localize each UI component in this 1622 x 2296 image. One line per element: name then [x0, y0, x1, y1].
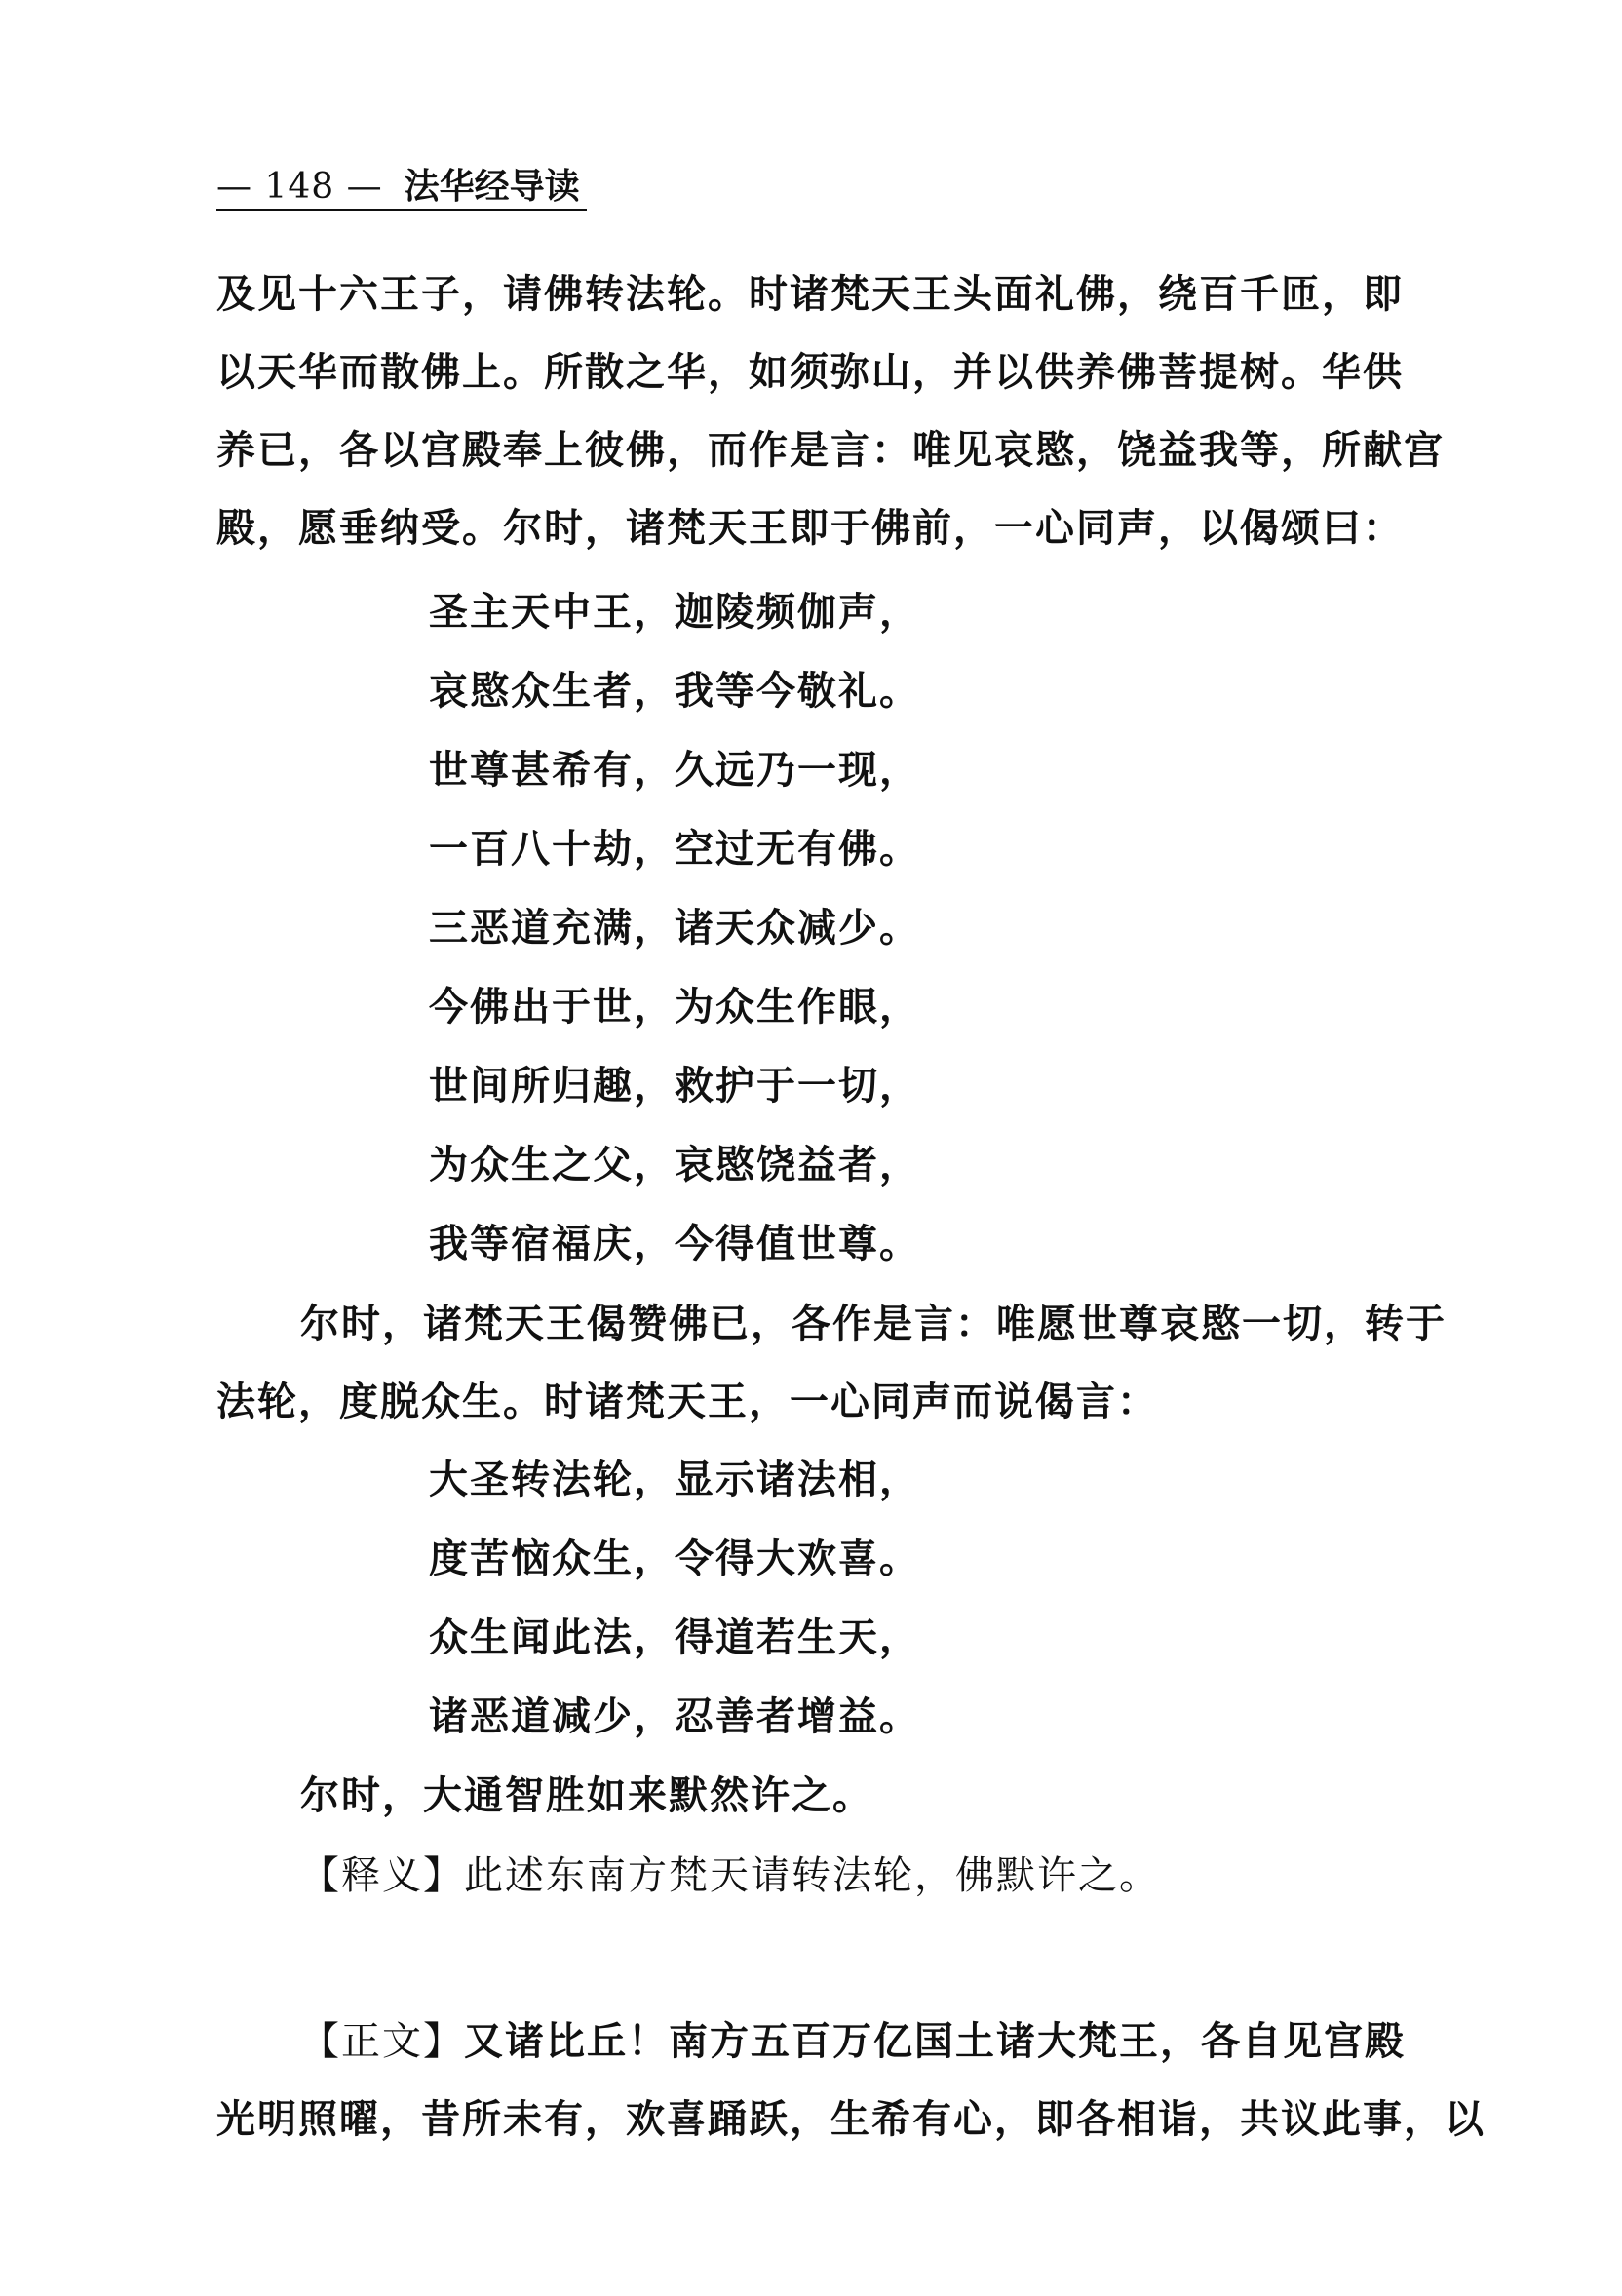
text-line: 及见十六王子，请佛转法轮。时诸梵天王头面礼佛，绕百千匝，即 [216, 272, 1404, 317]
text-line: 尔时，大通智胜如来默然许之。 [300, 1773, 873, 1818]
verse-block-1 [429, 573, 920, 1284]
text-line: 殿，愿垂纳受。尔时，诸梵天王即于佛前，一心同声，以偈颂曰： [216, 506, 1404, 551]
paragraph-1 [216, 255, 1445, 567]
text-line: 养已，各以宫殿奉上彼佛，而作是言：唯见哀愍，饶益我等，所献宫 [216, 428, 1445, 473]
verse-line: 为众生之父，哀愍饶益者， [429, 1143, 920, 1187]
verse-line: 度苦恼众生，令得大欢喜。 [429, 1537, 920, 1581]
verse-line: 世尊甚希有，久远乃一现， [429, 748, 920, 793]
main-text-label: 【正文】 [300, 2019, 464, 2064]
text-line: 以天华而散佛上。所散之华，如须弥山，并以供养佛菩提树。华供 [216, 350, 1404, 395]
verse-line: 今佛出于世，为众生作眼， [429, 985, 920, 1030]
verse-line: 一百八十劫，空过无有佛。 [429, 827, 920, 872]
verse-line: 圣主天中王，迦陵频伽声， [429, 590, 920, 635]
commentary-label: 【释义】 [300, 1853, 464, 1898]
commentary [216, 1837, 1425, 1915]
verse-line: 哀愍众生者，我等今敬礼。 [429, 669, 920, 714]
verse-line: 众生闻此法，得道若生天， [429, 1615, 920, 1660]
text-line: 法轮，度脱众生。时诸梵天王，一心同声而说偈言： [216, 1380, 1158, 1424]
commentary-text: 此述东南方梵天请转法轮，佛默许之。 [464, 1853, 1160, 1898]
page-number: — 148 — [216, 167, 383, 207]
text-line: 尔时，诸梵天王偈赞佛已，各作是言：唯愿世尊哀愍一切，转于 [300, 1302, 1447, 1346]
text-line: 又诸比丘！南方五百万亿国土诸大梵王，各自见宫殿 [464, 2019, 1406, 2064]
verse-line: 大圣转法轮，显示诸法相， [429, 1458, 920, 1502]
verse-block-2 [429, 1441, 920, 1757]
paragraph-3 [216, 1757, 1425, 1835]
main-text [216, 2003, 1486, 2159]
verse-line: 世间所归趣，救护于一切， [429, 1064, 920, 1109]
verse-line: 诸恶道减少，忍善者增益。 [429, 1694, 920, 1739]
verse-line: 我等宿福庆，今得值世尊。 [429, 1222, 920, 1266]
paragraph-2 [216, 1285, 1447, 1441]
running-header [216, 166, 587, 211]
text-line: 光明照曜，昔所未有，欢喜踊跃，生希有心，即各相诣，共议此事，以 [216, 2097, 1486, 2142]
verse-line: 三恶道充满，诸天众减少。 [429, 906, 920, 951]
book-title: 法华经导读 [404, 167, 580, 207]
